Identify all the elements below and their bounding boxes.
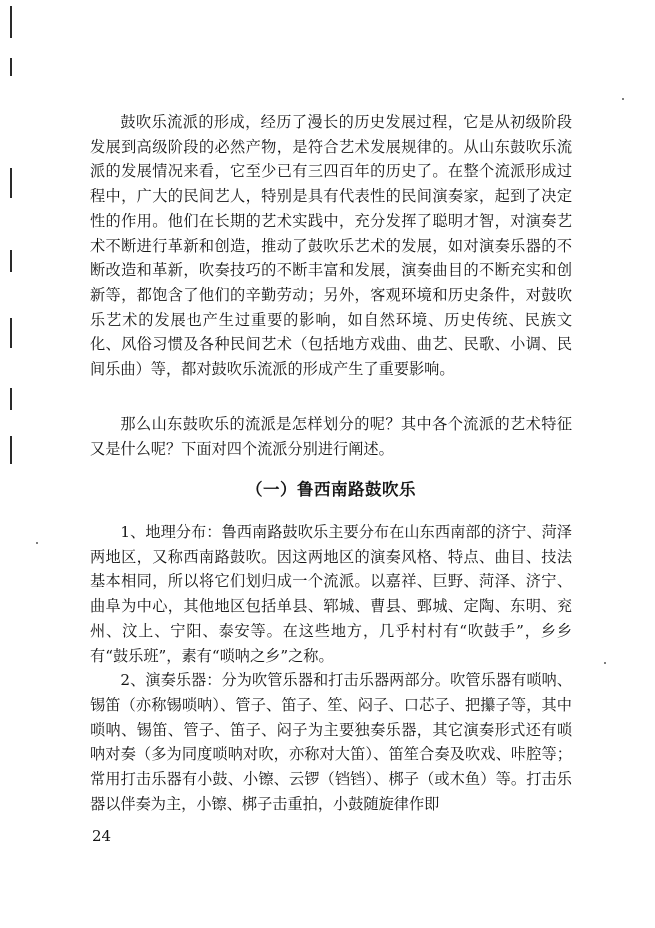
body-paragraph: 2、演奏乐器：分为吹管乐器和打击乐器两部分。吹管乐器有唢呐、锡笛（亦称锡唢呐）、管子、笛子、笙、闷子、口芯子、把攥子等，其中唢呐、锡笛、管子、笛子、闷子为主要独奏乐器，其它演奏形式还有唢呐对奏（多为同度唢呐对吹，亦称对大笛）、笛笙合奏及吹戏、咔腔等；常用打击乐器有小鼓、小镲、云锣（铛铛）、梆子（或木鱼）等。打击乐器以伴奏为主，小镲、梆子击重拍，小鼓随旋律作即 xyxy=(90,671,572,813)
scan-speck xyxy=(604,662,606,664)
section-heading: （一）鲁西南路鼓吹乐 xyxy=(246,480,416,499)
binding-mark xyxy=(10,6,12,38)
binding-mark xyxy=(10,388,12,410)
body-paragraph: 1、地理分布：鲁西南路鼓吹乐主要分布在山东西南部的济宁、菏泽两地区，又称西南路鼓吹。因这两地区的演奏风格、特点、曲目、技法基本相同，所以将它们划归成一个流派。以嘉祥、巨野、菏泽、济宁、曲阜为中心，其他地区包括单县、郓城、曹县、鄄城、定陶、东明、兖州、汶上、宁阳、泰安等。在这些地方，几乎村村有“吹鼓手”，乡乡有“鼓乐班”，素有“唢呐之乡”之称。 xyxy=(90,523,572,665)
binding-mark xyxy=(10,58,12,76)
intro-text-block xyxy=(90,110,572,382)
page-number: 24 xyxy=(92,827,112,845)
binding-mark xyxy=(10,250,12,272)
binding-mark xyxy=(10,436,12,464)
body-paragraph: 那么山东鼓吹乐的流派是怎样划分的呢？其中各个流派的艺术特征又是什么呢？下面对四个流派分别进行阐述。 xyxy=(90,415,572,458)
binding-mark xyxy=(10,168,12,198)
body-paragraph: 鼓吹乐流派的形成，经历了漫长的历史发展过程，它是从初级阶段发展到高级阶段的必然产物，是符合艺术发展规律的。从山东鼓吹乐流派的发展情况来看，它至少已有三四百年的历史了。在整个流派形成过程中，广大的民间艺人，特别是具有代表性的民间演奏家，起到了决定性的作用。他们在长期的艺术实践中，充分发挥了聪明才智，对演奏艺术不断进行革新和创造，推动了鼓吹乐艺术的发展，如对演奏乐器的不断改造和革新，吹奏技巧的不断丰富和发展，演奏曲目的不断充实和创新等，都饱含了他们的辛勤劳动；另外，客观环境和历史条件，对鼓吹乐艺术的发展也产生过重要的影响，如自然环境、历史传统、民族文化、风俗习惯及各种民间艺术（包括地方戏曲、曲艺、民歌、小调、民间乐曲）等，都对鼓吹乐流派的形成产生了重要影响。 xyxy=(90,113,572,379)
question-text-block xyxy=(90,412,572,461)
section-text-block xyxy=(90,520,572,816)
scan-speck xyxy=(36,542,38,544)
scan-speck xyxy=(622,98,624,100)
binding-mark xyxy=(10,318,12,348)
